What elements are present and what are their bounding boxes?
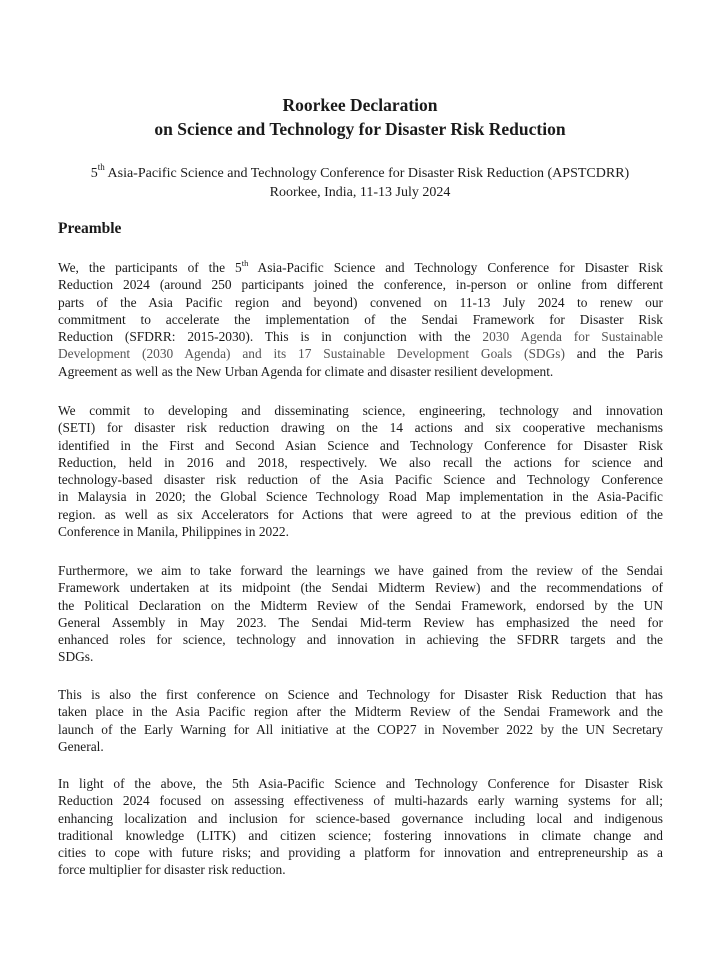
paragraph-line: Reduction 2024 (around 250 participants joined the conference, in-person or online from different [58,277,663,293]
paragraph-line: Framework undertaken at its midpoint (the Sendai Midterm Review) and the recommendations of [58,580,663,596]
ordinal-suffix: th [241,257,249,268]
conference-name-text: Asia-Pacific Science and Technology Conference for Disaster Risk Reduction (APSTCDRR) [104,166,630,181]
section-heading-preamble: Preamble [58,220,122,237]
preamble-paragraph-5 [58,775,663,879]
paragraph-line [58,328,663,345]
paragraph-line: This is also the first conference on Science and Technology for Disaster Risk Reduction that has [58,687,663,702]
preamble-paragraph-1 [58,259,663,380]
paragraph-line: General Assembly in May 2023. The Sendai Mid-term Review has emphasized the need for [58,614,663,630]
highlighted-text: Development (2030 Agenda) and its 17 Sustainable Development Goals (SDGs) [58,346,565,362]
line-text: Reduction (SFDRR: 2015-2030). This is in conjunction with the [58,329,483,345]
paragraph-line: region. as well as six Accelerators for Actions that were agreed to at the previous edition of the [58,506,663,522]
conference-ordinal-number: 5 [90,166,98,181]
highlighted-text: 2030 Agenda for Sustainable [482,329,664,345]
paragraph-line: enhancing localization and inclusion for science-based governance including local and indigenous [58,810,663,826]
paragraph-line: Reduction 2024 focused on assessing effectiveness of multi-hazards early warning systems for all; [58,793,663,809]
paragraph-line: technology-based disaster risk reduction of the Asia Pacific Science and Technology Conference [58,472,663,488]
paragraph-line: force multiplier for disaster risk reduction. [58,862,286,878]
line-text: and the Paris [564,346,663,362]
paragraph-line [58,345,663,362]
paragraph-line: commitment to accelerate the implementation of the Sendai Framework for Disaster Risk [58,311,663,327]
paragraph-line: Agreement as well as the New Urban Agenda for climate and disaster resilient development. [58,363,554,379]
paragraph-line: We commit to developing and disseminating science, engineering, technology and innovation [58,403,663,418]
paragraph-line: (SETI) for disaster risk reduction drawing on the 14 actions and six cooperative mechanisms [58,420,663,436]
paragraph-line: Reduction, held in 2016 and 2018, respectively. We also recall the actions for science and [58,454,663,470]
document-title-line-2: on Science and Technology for Disaster Risk Reduction [154,119,566,139]
paragraph-line: SDGs. [58,649,94,665]
paragraph-line: in Malaysia in 2020; the Global Science Technology Road Map implementation in the Asia-Pacific [58,489,663,505]
paragraph-line: In light of the above, the 5th Asia-Pacific Science and Technology Conference for Disaster Risk [58,776,663,791]
paragraph-line: Furthermore, we aim to take forward the learnings we have gained from the review of the Sendai [58,563,663,578]
paragraph-line: launch of the Early Warning for All initiative at the COP27 in November 2022 by the UN Secretary [58,721,663,737]
paragraph-line: traditional knowledge (LITK) and citizen science; fostering innovations in climate change and [58,827,663,843]
conference-location-dates: Roorkee, India, 11-13 July 2024 [269,185,451,200]
paragraph-line: Conference in Manila, Philippines in 2022. [58,524,289,540]
preamble-paragraph-3 [58,562,663,666]
paragraph-line: the Political Declaration on the Midterm Review of the Sendai Framework, endorsed by the UN [58,597,663,613]
preamble-paragraph-2 [58,402,663,540]
paragraph-line [58,259,663,276]
paragraph-line: cities to cope with future risks; and providing a platform for innovation and entrepreneurship as a [58,845,663,861]
paragraph-line: General. [58,738,104,754]
conference-name [0,162,720,183]
conference-ordinal-suffix: th [97,162,105,173]
paragraph-line: parts of the Asia Pacific region and beyond) convened on 11-13 July 2024 to renew our [58,294,663,310]
paragraph-line: taken place in the Asia Pacific region after the Midterm Review of the Sendai Framework and the [58,704,663,720]
paragraph-line: identified in the First and Second Asian Science and Technology Conference for Disaster Risk [58,437,663,453]
line-text: Asia-Pacific Science and Technology Conference for Disaster Risk [248,260,663,275]
preamble-paragraph-4 [58,686,663,755]
line-text: We, the participants of the 5 [58,260,242,275]
paragraph-line: enhanced roles for science, technology and innovation in achieving the SFDRR targets and the [58,632,663,648]
document-title-line-1: Roorkee Declaration [282,95,438,115]
